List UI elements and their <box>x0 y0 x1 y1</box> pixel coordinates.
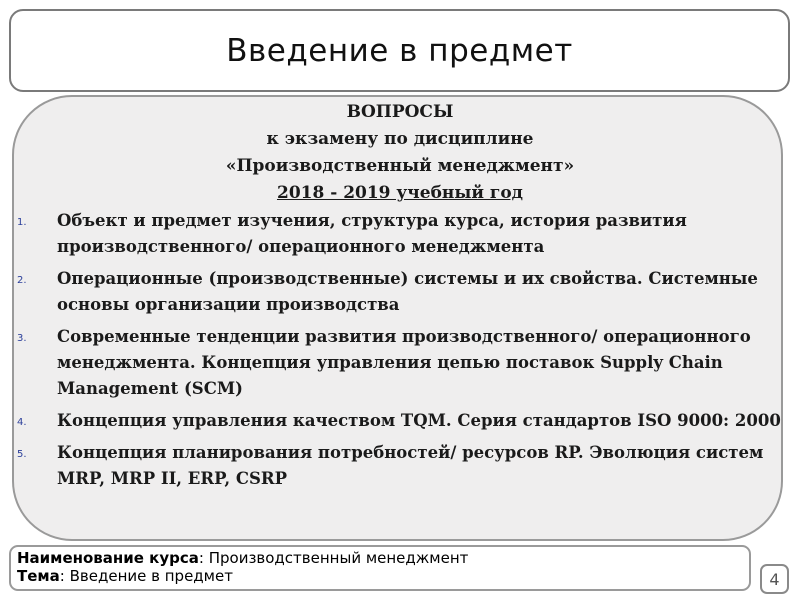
footer-course-value: : Производственный менеджмент <box>198 549 469 567</box>
list-item-text: Концепция планирования потребностей/ ресурсов RP. Эволюция систем MRP, MRP II, ERP, CSRP <box>57 443 764 488</box>
list-item <box>0 266 790 318</box>
header-line-exam: к экзамену по дисциплине <box>266 129 534 149</box>
footer-topic-value: : Введение в предмет <box>59 567 233 585</box>
list-item-number: 4. <box>17 417 27 428</box>
list-item-number: 5. <box>17 449 27 460</box>
header-line-questions: ВОПРОСЫ <box>346 102 454 122</box>
footer-course-label: Наименование курса <box>17 549 199 567</box>
header-line-year: 2018 - 2019 учебный год <box>276 183 524 203</box>
list-item-number: 2. <box>17 275 27 286</box>
list-item-text: Современные тенденции развития производственного/ операционного менеджмента. Концепция управления цепью поставок Supply Chain Management (SCM) <box>57 327 751 398</box>
list-item-number: 3. <box>17 333 27 344</box>
list-item-number: 1. <box>17 217 27 228</box>
list-item <box>0 208 790 260</box>
exam-header <box>0 99 800 207</box>
list-item <box>0 440 790 492</box>
footer-course-line <box>17 549 749 567</box>
list-item <box>0 324 790 402</box>
slide-title: Введение в предмет <box>226 32 573 69</box>
footer-topic-line <box>17 567 749 585</box>
header-line-discipline: «Производственный менеджмент» <box>225 156 575 176</box>
footer-info <box>9 545 751 591</box>
page-number: 4 <box>769 569 780 589</box>
questions-list <box>0 208 790 498</box>
list-item-text: Операционные (производственные) системы и их свойства. Системные основы организации производства <box>57 269 758 314</box>
page-number-badge <box>760 564 789 594</box>
list-item <box>0 408 790 434</box>
title-box <box>9 9 790 92</box>
footer-topic-label: Тема <box>17 567 60 585</box>
list-item-text: Объект и предмет изучения, структура курса, история развития производственного/ операционного менеджмента <box>57 211 687 256</box>
list-item-text: Концепция управления качеством TQM. Серия стандартов ISO 9000: 2000 <box>57 411 781 430</box>
